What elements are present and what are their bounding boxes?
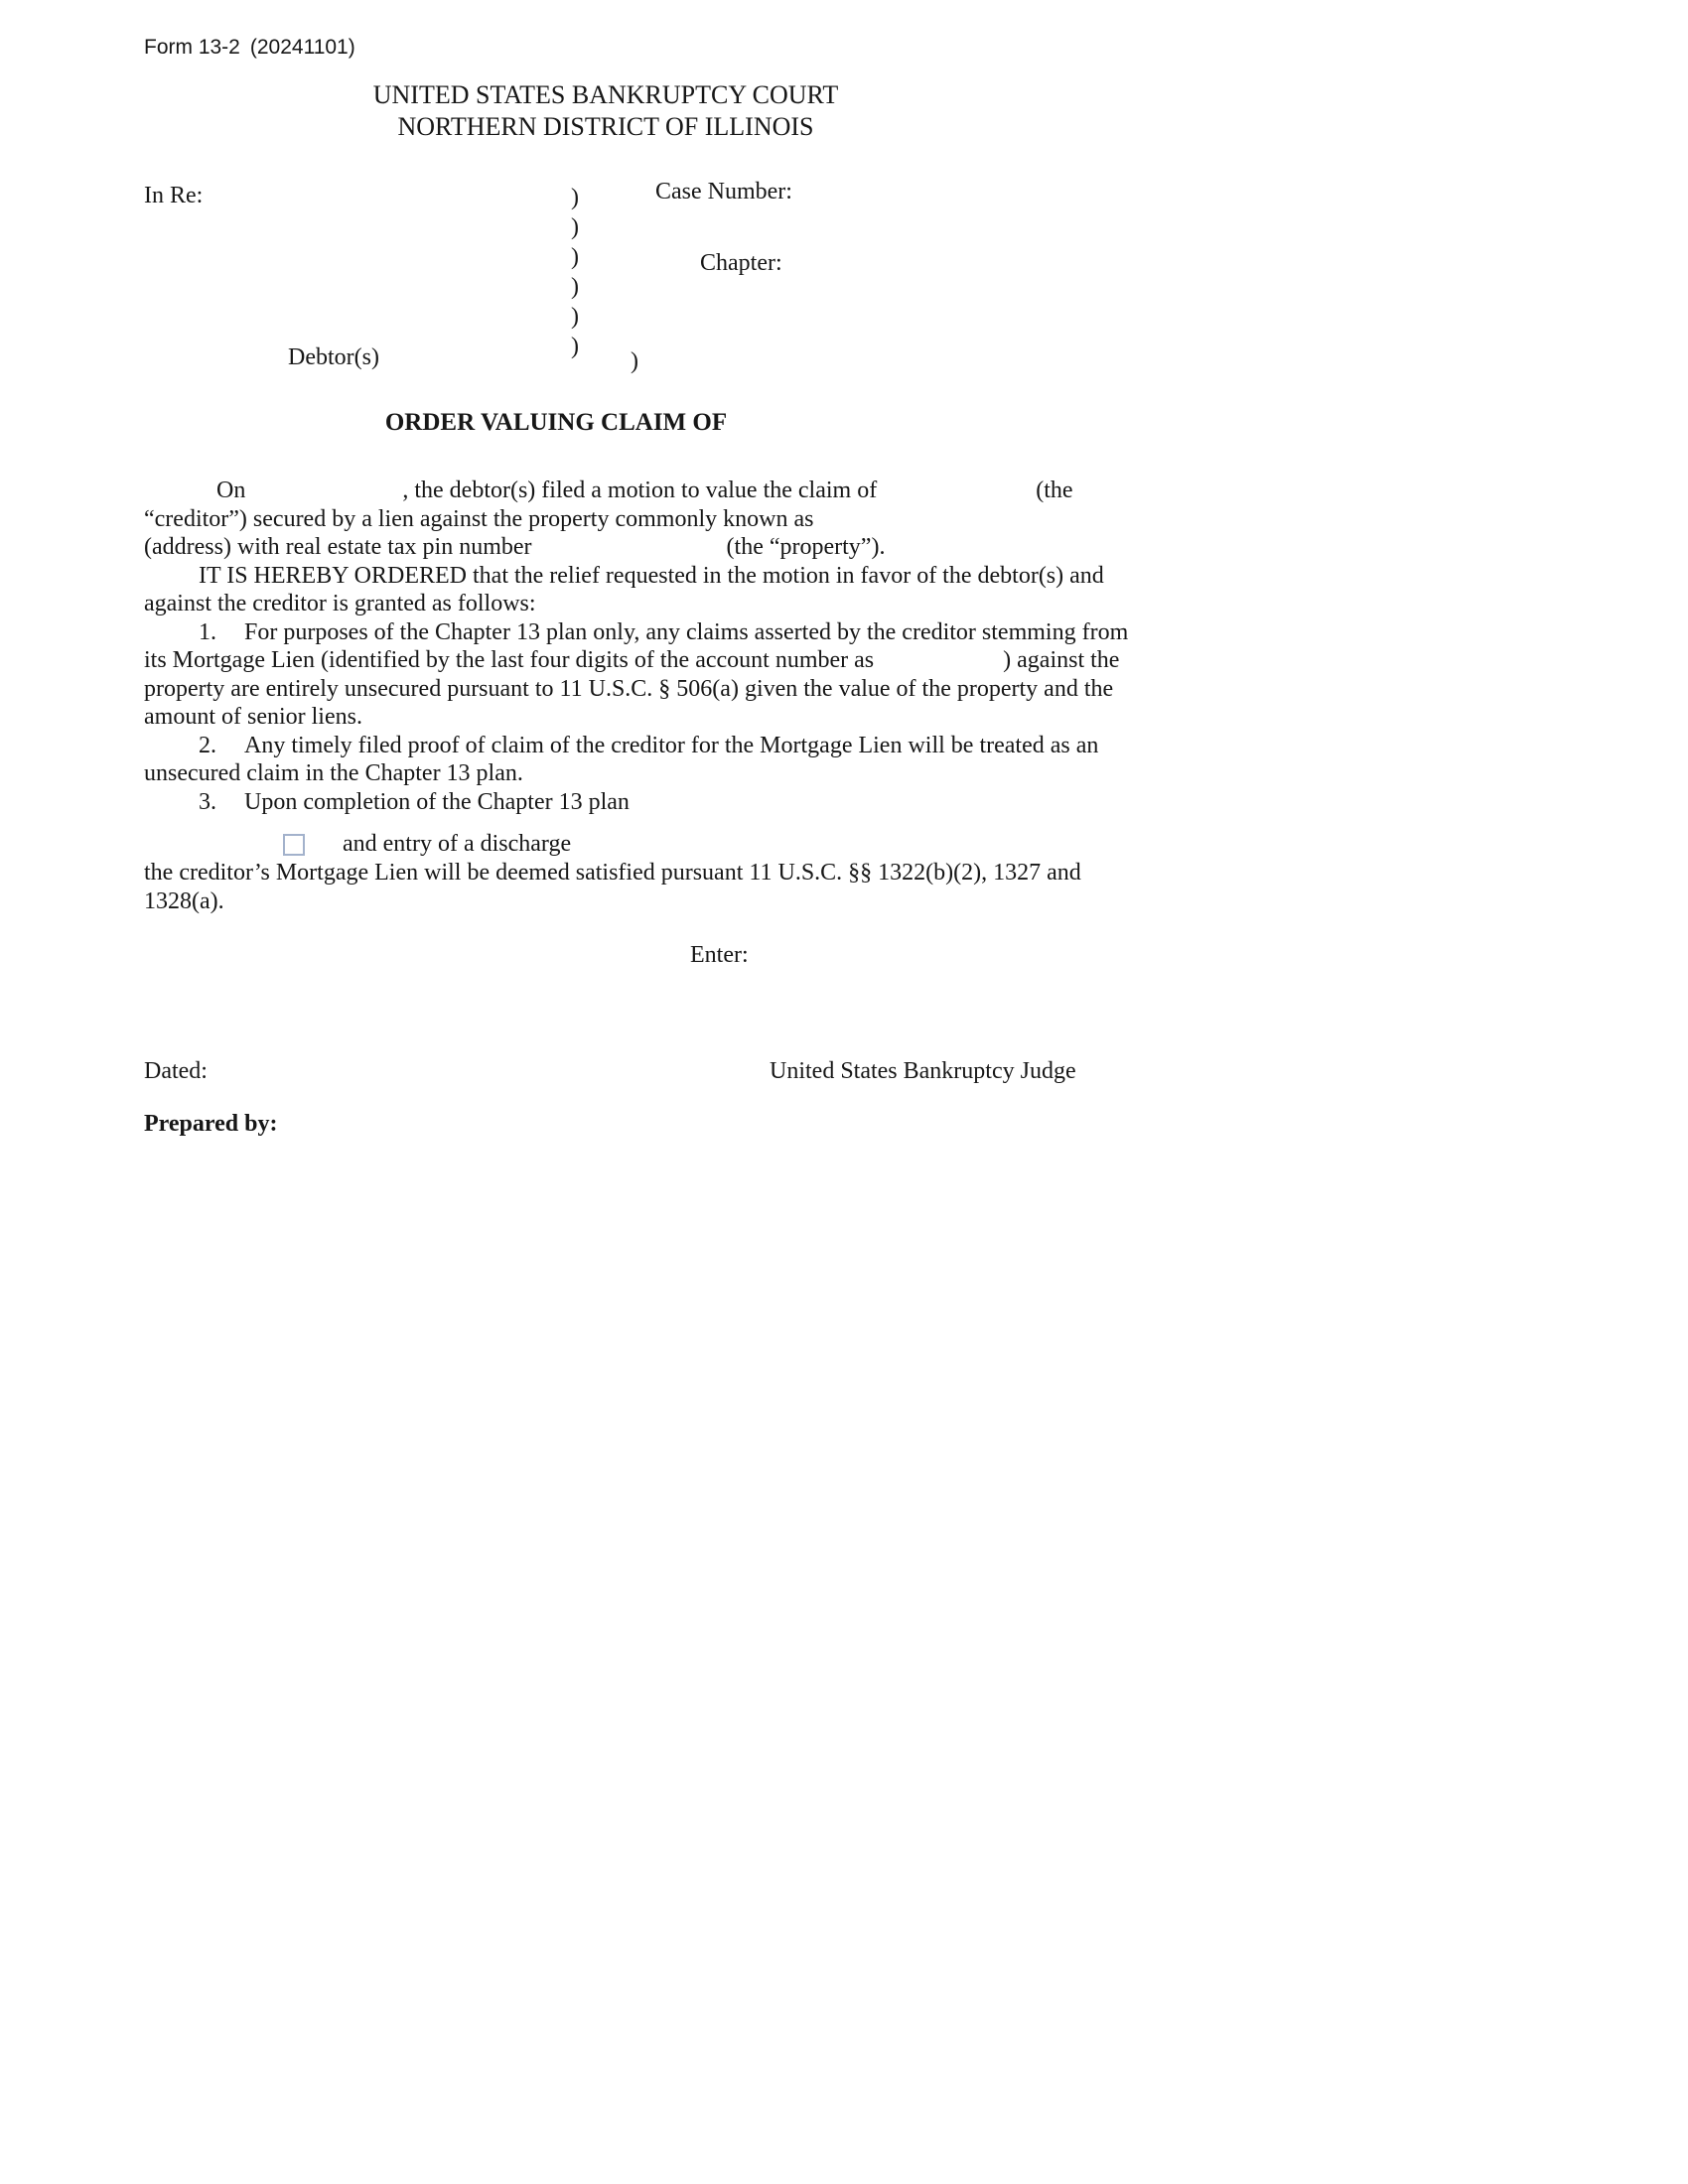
caption-paren-column bbox=[571, 183, 579, 361]
dated-row bbox=[144, 1057, 1137, 1086]
dated-label: Dated: bbox=[144, 1057, 208, 1084]
order-body bbox=[144, 477, 1137, 1138]
ordered-line-1: IT IS HEREBY ORDERED that the relief requested in the motion in favor of the debtor(s) and bbox=[199, 562, 1104, 589]
prepared-by-label: Prepared by: bbox=[144, 1110, 278, 1137]
caption-paren: ) bbox=[571, 334, 579, 359]
item2-line-1 bbox=[144, 732, 1137, 760]
discharge-option-label: and entry of a discharge bbox=[343, 831, 572, 857]
intro-text-property: (the “property”). bbox=[726, 534, 886, 560]
intro-text-motion: , the debtor(s) filed a motion to value the claim of bbox=[402, 478, 878, 503]
item3-text-1: Upon completion of the Chapter 13 plan bbox=[244, 788, 630, 815]
form-id-line bbox=[144, 36, 1137, 60]
caption-paren: ) bbox=[571, 214, 579, 240]
discharge-checkbox[interactable] bbox=[283, 834, 305, 856]
discharge-option-row bbox=[144, 830, 1137, 859]
judge-title-label: United States Bankruptcy Judge bbox=[770, 1057, 1076, 1084]
case-number-label: Case Number: bbox=[655, 179, 792, 205]
item3-line-1 bbox=[144, 788, 1137, 817]
item1-text-2b: ) against the bbox=[1003, 647, 1120, 673]
item1-line-2 bbox=[144, 646, 1137, 675]
caption-paren: ) bbox=[571, 274, 579, 300]
conclusion-line-1: the creditor’s Mortgage Lien will be deemed satisfied pursuant 11 U.S.C. §§ 1322(b)(2), 1327 and bbox=[144, 860, 1081, 886]
intro-line-1 bbox=[144, 477, 1137, 505]
court-header bbox=[144, 79, 1067, 143]
chapter-label: Chapter: bbox=[700, 250, 782, 276]
intro-text-the: (the bbox=[1036, 478, 1073, 503]
form-revision: (20241101) bbox=[249, 36, 355, 59]
case-caption bbox=[144, 179, 1137, 381]
item1-line-3: property are entirely unsecured pursuant to 11 U.S.C. § 506(a) given the value of the property and the bbox=[144, 675, 1114, 702]
conclusion-line-2: 1328(a). bbox=[144, 887, 224, 914]
enter-label: Enter: bbox=[690, 942, 749, 968]
document-content bbox=[144, 0, 1137, 1138]
form-number: Form 13-2 bbox=[144, 36, 240, 59]
item2-text-1: Any timely filed proof of claim of the creditor for the Mortgage Lien will be treated as an bbox=[244, 732, 1099, 758]
item1-number: 1. bbox=[199, 618, 216, 645]
caption-paren: ) bbox=[571, 185, 579, 210]
intro-line-2: “creditor”) secured by a lien against the property commonly known as bbox=[144, 505, 814, 532]
item1-line-1 bbox=[144, 618, 1137, 647]
item3-number: 3. bbox=[199, 788, 216, 815]
intro-line-3 bbox=[144, 533, 1137, 562]
item2-number: 2. bbox=[199, 732, 216, 758]
court-district: NORTHERN DISTRICT OF ILLINOIS bbox=[397, 112, 814, 141]
intro-text-pin: (address) with real estate tax pin number bbox=[144, 534, 532, 560]
debtors-label: Debtor(s) bbox=[288, 344, 379, 370]
order-title: ORDER VALUING CLAIM OF bbox=[384, 409, 728, 436]
court-name: UNITED STATES BANKRUPTCY COURT bbox=[372, 80, 839, 109]
enter-row bbox=[144, 941, 1137, 970]
caption-paren-close: ) bbox=[631, 348, 638, 374]
item1-text-2a: its Mortgage Lien (identified by the last four digits of the account number as bbox=[144, 647, 875, 673]
caption-paren: ) bbox=[571, 244, 579, 270]
item1-line-4: amount of senior liens. bbox=[144, 704, 362, 730]
intro-text-on: On bbox=[216, 478, 246, 503]
item1-text-1: For purposes of the Chapter 13 plan only, any claims asserted by the creditor stemming from bbox=[244, 618, 1129, 645]
caption-paren: ) bbox=[571, 304, 579, 330]
item2-line-2: unsecured claim in the Chapter 13 plan. bbox=[144, 760, 523, 786]
in-re-label: In Re: bbox=[144, 183, 204, 208]
ordered-line-2: against the creditor is granted as follows: bbox=[144, 591, 536, 616]
